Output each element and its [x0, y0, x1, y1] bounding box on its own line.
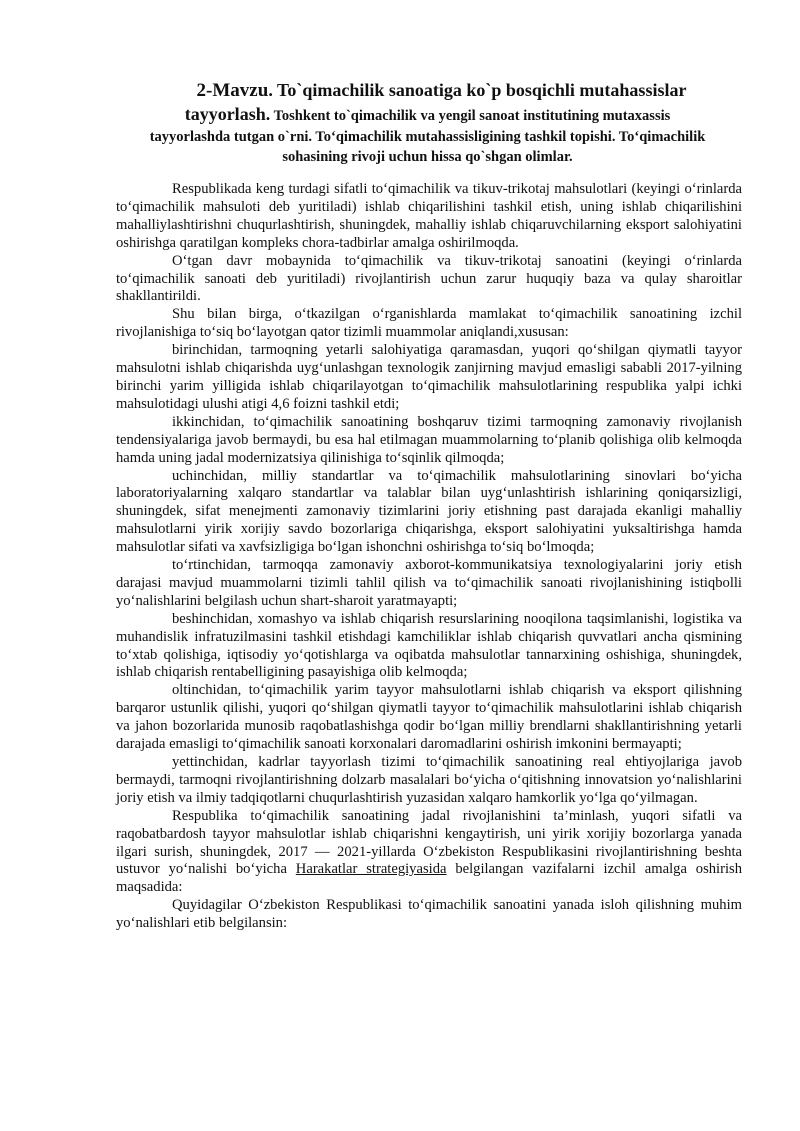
document-heading: [110, 78, 745, 167]
heading-line-2: [110, 103, 745, 127]
heading-line-1: 2-Mavzu. To`qimachilik sanoatiga ko`p bosqichli mutahassislar: [196, 80, 687, 101]
subtitle-part2: tayyorlashda tutgan o`rni. To‘qimachilik mutahassisligining tashkil topishi. To‘qimachilik: [149, 129, 706, 145]
paragraph-3: Shu bilan birga, o‘tkazilgan o‘rganishlarda mamlakat to‘qimachilik sanoatining izchil rivojlanishiga to‘siq bo‘layotgan qator tizimli muammolar aniqlandi,xususan:: [116, 306, 742, 341]
paragraph-8: beshinchidan, xomashyo va ishlab chiqarish resurslarining nooqilona taqsimlanishi, logistika va muhandislik infratuzilmasini tashkil etishdagi kamchiliklar ishlab chiqarish quvvatlari ancha qismining to‘xtab qolishiga, iqtisodiy yo‘qotishlarga va oqibatda mahsulotlar tannarxining oshishiga, shuningdek, ishlab chiqarish rentabelligining pasayishiga olib kelmoqda;: [116, 610, 742, 681]
subtitle-part1: Toshkent to`qimachilik va yengil sanoat institutining mutaxassis: [273, 108, 671, 124]
topic-title-part1: To`qimachilik sanoatiga ko`p bosqichli mutahassislar: [277, 80, 687, 100]
strategy-text-after: belgilangan vazifalarni izchil amalga oshirish maqsadida:: [116, 861, 742, 896]
paragraph-4: birinchidan, tarmoqning yetarli salohiyatiga qaramasdan, yuqori qo‘shilgan qiymatli tayyor mahsulotni ishlab chiqarishda uyg‘unlashgan texnologik zanjirning mavjud emasligi sababli 2017-yilning birinchi yarim yilligida ishlab chiqarilayotgan to‘qimachilik mahsulotlarining respublika yalpi ichki mahsulotidagi ulushi atigi 4,6 foizni tashkil etdi;: [116, 342, 742, 412]
strategy-link[interactable]: Harakatlar strategiyasida: [295, 861, 447, 878]
paragraph-1: Respublikada keng turdagi sifatli to‘qimachilik va tikuv-trikotaj mahsulotlari (keyingi o‘rinlarda to‘qimachilik mahsuloti deb yuritiladi) ishlab chiqarilishini tashkil etish, uning ishlab chiqarilishini mahalliylashtirishni chuqurlashtirish, shuningdek, mahalliy ishlab chiqaruvchilarning eksport salohiyatini oshirishga qaratilgan kompleks chora-tadbirlar amalga oshirilmoqda.: [116, 181, 742, 251]
paragraph-strategy: [116, 808, 742, 898]
paragraph-5: ikkinchidan, to‘qimachilik sanoatining boshqaruv tizimi tarmoqning zamonaviy rivojlanish tendensiyalariga javob bermaydi, bu esa hal etilmagan muammolarning to‘planib qolishiga olib kelmoqda hamda uning jadal modernizatsiya qilinishiga to‘sqinlik qilmoqda;: [116, 413, 742, 466]
paragraph-2: O‘tgan davr mobaynida to‘qimachilik va tikuv-trikotaj sanoatini (keyingi o‘rinlarda to‘qimachilik sanoati deb yuritiladi) rivojlantirish uchun zarur huquqiy baza va qulay sharoitlar shakllantirildi.: [116, 252, 742, 305]
paragraph-7: to‘rtinchidan, tarmoqqa zamonaviy axborot-kommunikatsiya texnologiyalarini joriy etish darajasi mavjud muammolarni tizimli tahlil qilish va to‘qimachilik sanoati rivojlanishining istiqbolli yo‘nalishlarini belgilash uchun shart-sharoit yaratmayapti;: [116, 557, 742, 609]
paragraph-10: yettinchidan, kadrlar tayyorlash tizimi to‘qimachilik sanoatining real ehtiyojlariga javob bermaydi, tarmoqni rivojlantirishning dolzarb masalalari bo‘yicha o‘qitishning innovatsion yo‘nalishlarini joriy etish va ilmiy tadqiqotlarni chuqurlashtirish yuzasidan xalqaro hamkorlik yo‘lga qo‘yilmagan.: [116, 754, 742, 806]
body-text: [116, 181, 742, 933]
strategy-text-before: Respublika to‘qimachilik sanoatining jadal rivojlanishini ta’minlash, yuqori sifatli va raqobatbardosh tayyor mahsulotlar ishlab chiqarishni kengaytirish, uni yirik xorijiy bozorlarga yanada ilgari surish, shuningdek, 2017 — 2021-yillarda O‘zbekiston Respublikasini rivojlantirishning beshta ustuvor yo‘nalishi bo‘yicha: [116, 807, 742, 878]
paragraph-6: uchinchidan, milliy standartlar va to‘qimachilik mahsulotlarining sinovlari bo‘yicha laboratoriyalarning xalqaro standartlar va talablar bilan uyg‘unlashtirish ishlarining qoniqarsizligi, shuningdek, sifat menejmenti zamonaviy tizimlarini joriy etishning past darajada ekanligi mahalliy mahsulotlarni yirik xorijiy savdo bozorlariga chiqarishga, eksport salohiyatini yuksaltirishga hamda mahsulotlar sifati va xavfsizligiga bo‘lgan ishonchni oshirishga to‘siq bo‘lmoqda;: [116, 467, 742, 556]
paragraph-9: oltinchidan, to‘qimachilik yarim tayyor mahsulotlarni ishlab chiqarish va eksport qilishning barqaror ustunlik qilishi, yuqori qo‘shilgan qiymatli tayyor to‘qimachilik mahsulotlarini ishlab chiqarish va jahon bozorlarida munosib raqobatlashishga qodir bo‘lgan milliy brendlarni shakllantirishning yetarli darajada emasligi to‘qimachilik sanoati korxonalari daromadlarini oshirish imkonini bermayapti;: [116, 682, 742, 753]
paragraph-last: Quyidagilar O‘zbekiston Respublikasi to‘qimachilik sanoatini yanada isloh qilishning muhim yo‘nalishlari etib belgilansin:: [116, 897, 742, 932]
topic-number: 2-Mavzu: [196, 80, 269, 101]
subtitle-part3: sohasining rivoji uchun hissa qo`shgan olimlar.: [282, 149, 573, 165]
topic-title-part2: tayyorlash.: [184, 104, 271, 124]
